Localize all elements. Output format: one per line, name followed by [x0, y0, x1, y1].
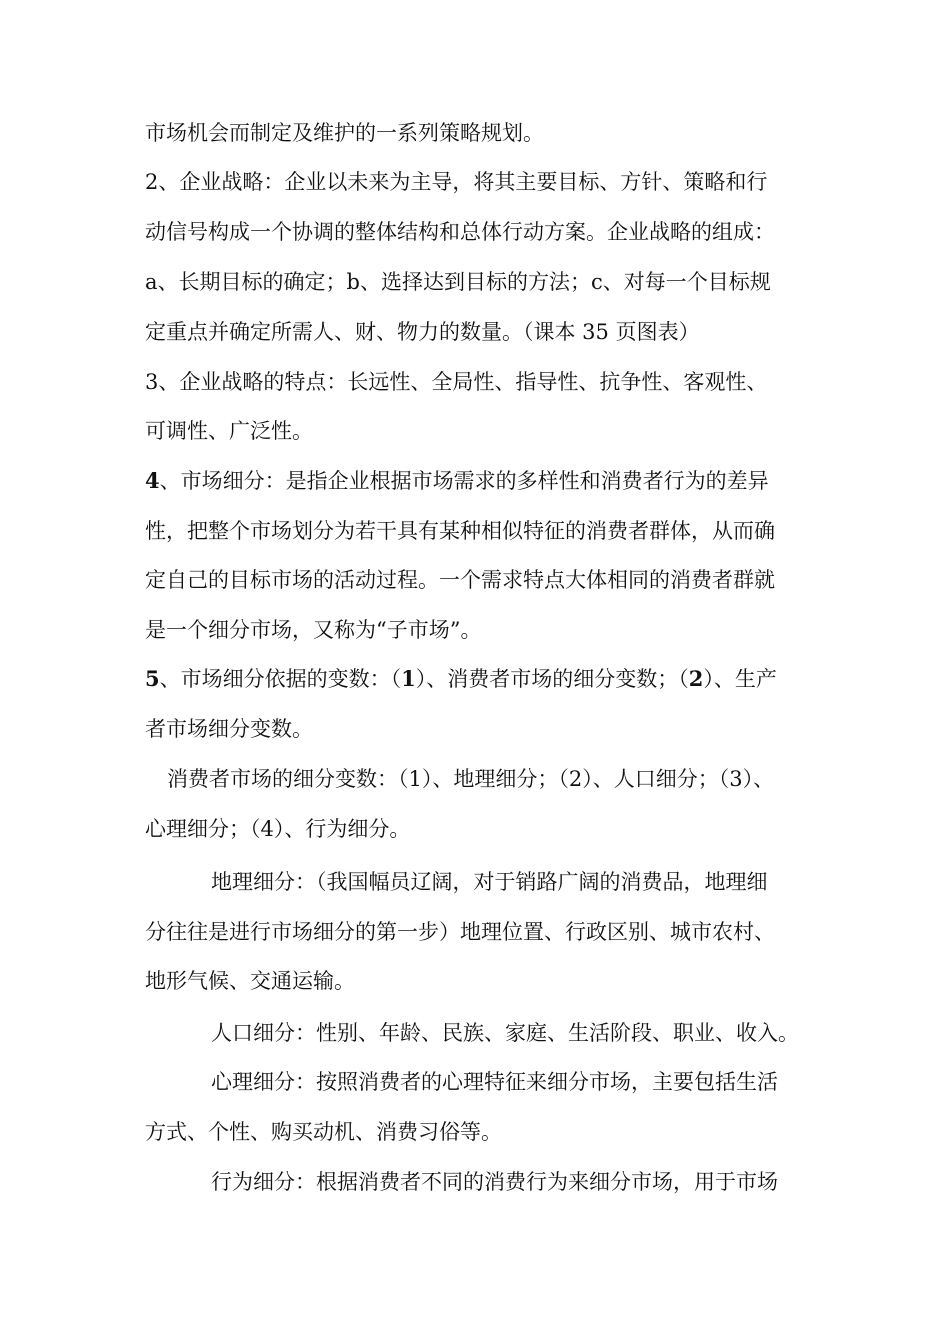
- text-line: [145, 461, 769, 501]
- item-number: 2: [688, 666, 704, 691]
- text-line: 定重点并确定所需人、财、物力的数量。（课本 35 页图表）: [145, 320, 700, 344]
- text-line: 市场机会而制定及维护的一系列策略规划。: [145, 121, 544, 145]
- text-line: 地形气候、交通运输。: [145, 969, 355, 993]
- text-line: 人口细分：性别、年龄、民族、家庭、生活阶段、职业、收入。: [211, 1021, 799, 1045]
- text-line: 性，把整个市场划分为若干具有某种相似特征的消费者群体，从而确: [145, 519, 775, 543]
- text-line: 分往往是进行市场细分的第一步）地理位置、行政区别、城市农村、: [145, 920, 775, 944]
- text-line: 方式、个性、购买动机、消费习俗等。: [145, 1120, 502, 1144]
- text-line: 可调性、广泛性。: [145, 419, 313, 443]
- text-line: [145, 659, 777, 699]
- text-line: 定自己的目标市场的活动过程。一个需求特点大体相同的消费者群就: [145, 568, 775, 592]
- text-line: 消费者市场的细分变数：（1）、地理细分；（2）、人口细分；（3）、: [167, 767, 775, 791]
- text-line: 者市场细分变数。: [145, 717, 313, 741]
- text-line: 地理细分：（我国幅员辽阔，对于销路广阔的消费品，地理细: [211, 870, 768, 894]
- text-line: 行为细分：根据消费者不同的消费行为来细分市场，用于市场: [211, 1170, 778, 1194]
- line-text: ）、消费者市场的细分变数；（: [415, 667, 689, 691]
- line-text: 、市场细分依据的变数：（: [159, 667, 402, 691]
- text-line: 心理细分：按照消费者的心理特征来细分市场，主要包括生活: [211, 1070, 778, 1094]
- text-line: 动信号构成一个协调的整体结构和总体行动方案。企业战略的组成：: [145, 220, 775, 244]
- line-text: ）、生产: [703, 667, 777, 691]
- text-line: 3、企业战略的特点：长远性、全局性、指导性、抗争性、客观性、: [145, 370, 768, 394]
- text-line: 2、企业战略：企业以未来为主导，将其主要目标、方针、策略和行: [145, 170, 768, 194]
- text-line: a、长期目标的确定；b、选择达到目标的方法；c、对每一个目标规: [145, 270, 771, 294]
- section-number: 4: [145, 468, 160, 493]
- item-number: 1: [401, 666, 416, 691]
- text-line: 是一个细分市场，又称为“子市场”。: [145, 618, 482, 642]
- line-text: 、市场细分：是指企业根据市场需求的多样性和消费者行为的差异: [159, 469, 769, 493]
- text-line: 心理细分；（4）、行为细分。: [145, 817, 411, 841]
- section-number: 5: [145, 666, 160, 691]
